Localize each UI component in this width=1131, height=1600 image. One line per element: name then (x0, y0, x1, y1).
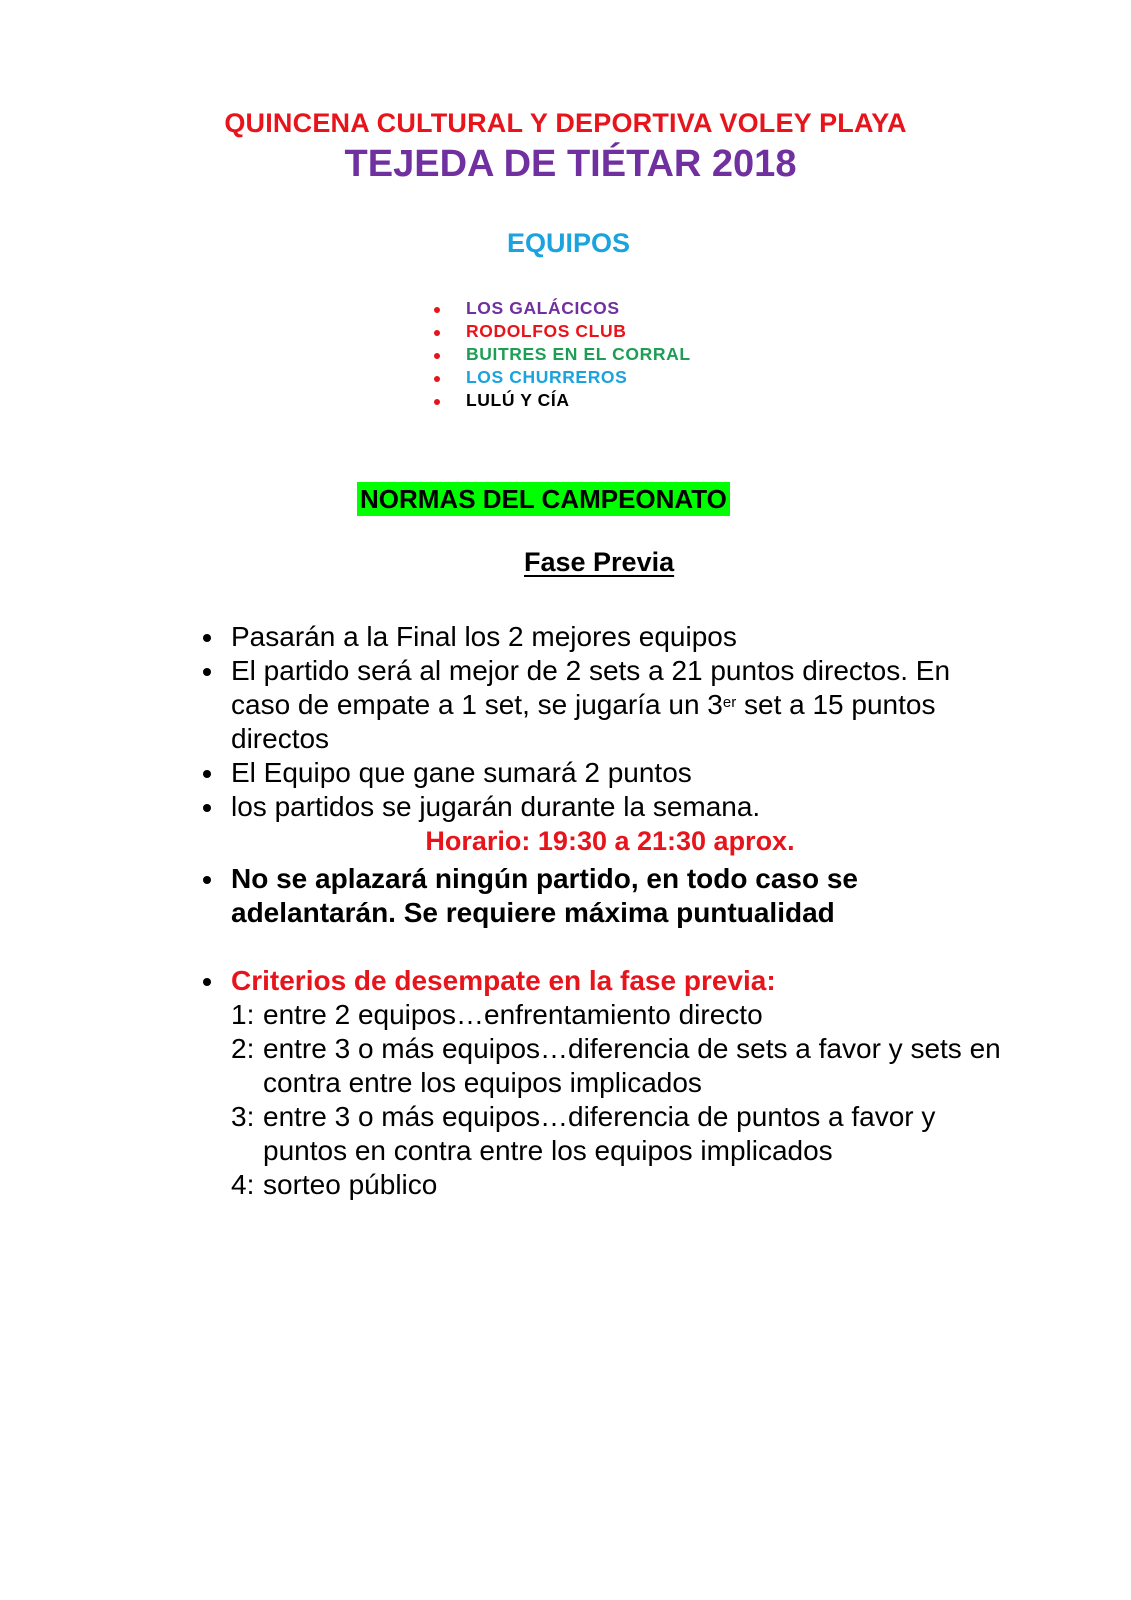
criteria-number: 1: (231, 999, 255, 1030)
rule-item (195, 620, 1015, 654)
criteria-heading: Criterios de desempate en la fase previa: (231, 965, 776, 996)
rule-text: El Equipo que gane sumará 2 puntos (231, 757, 692, 788)
teams-list (432, 297, 691, 412)
rule-item (195, 654, 1015, 756)
bullet-icon (434, 399, 440, 405)
criteria-text: sorteo público (263, 1169, 438, 1200)
team-name: LULÚ Y CÍA (466, 390, 570, 410)
criteria-item (231, 1100, 1015, 1168)
rule-text: El partido será al mejor de 2 sets a 21 puntos directos. En caso de empate a 1 set, se jugaría un 3 (231, 655, 951, 720)
criteria-list (195, 998, 1015, 1202)
team-item (432, 343, 691, 366)
bullet-icon (203, 770, 211, 778)
team-name: LOS GALÁCICOS (466, 298, 620, 318)
bullet-icon (203, 804, 211, 812)
bullet-icon (434, 307, 440, 313)
title-line-1: QUINCENA CULTURAL Y DEPORTIVA VOLEY PLAYA (224, 108, 907, 138)
criteria-number: 4: (231, 1169, 255, 1200)
criteria-item (231, 998, 1015, 1032)
criteria-text: entre 3 o más equipos…diferencia de sets a favor y sets en contra entre los equipos implicados (263, 1033, 1001, 1098)
rule-text: No se aplazará ningún partido, en todo caso se adelantarán. Se requiere máxima puntualidad (231, 863, 859, 928)
bullet-icon (203, 978, 211, 986)
rule-item (195, 862, 1015, 930)
rule-text-cont: set a 15 puntos directos (231, 689, 936, 754)
team-name: RODOLFOS CLUB (466, 321, 627, 341)
team-item (432, 366, 691, 389)
criteria-text: entre 3 o más equipos…diferencia de puntos a favor y puntos en contra entre los equipos implicados (263, 1101, 936, 1166)
criteria-number: 3: (231, 1101, 255, 1132)
team-item (432, 297, 691, 320)
rule-text: Pasarán a la Final los 2 mejores equipos (231, 621, 737, 652)
rule-text: los partidos se jugarán durante la semana. (231, 791, 761, 822)
rules-heading: NORMAS DEL CAMPEONATO (357, 482, 730, 516)
team-item (432, 389, 691, 412)
team-name: BUITRES EN EL CORRAL (466, 344, 691, 364)
bullet-icon (434, 376, 440, 382)
team-item (432, 320, 691, 343)
ordinal-superscript: er (722, 694, 737, 711)
bullet-icon (434, 330, 440, 336)
teams-heading: EQUIPOS (506, 228, 631, 258)
bullet-icon (434, 353, 440, 359)
criteria-heading-item (195, 964, 1015, 998)
criteria-number: 2: (231, 1033, 255, 1064)
phase-subheading: Fase Previa (524, 547, 675, 577)
bullet-icon (203, 876, 211, 884)
title-line-2: TEJEDA DE TIÉTAR 2018 (344, 143, 797, 185)
rule-item (195, 790, 1015, 824)
criteria-text: entre 2 equipos…enfrentamiento directo (263, 999, 763, 1030)
criteria-item (231, 1168, 1015, 1202)
bullet-icon (203, 668, 211, 676)
rules-list (195, 620, 1015, 1202)
schedule-text: Horario: 19:30 a 21:30 aprox. (425, 826, 795, 856)
rule-item (195, 756, 1015, 790)
team-name: LOS CHURREROS (466, 367, 628, 387)
bullet-icon (203, 634, 211, 642)
criteria-item (231, 1032, 1015, 1100)
